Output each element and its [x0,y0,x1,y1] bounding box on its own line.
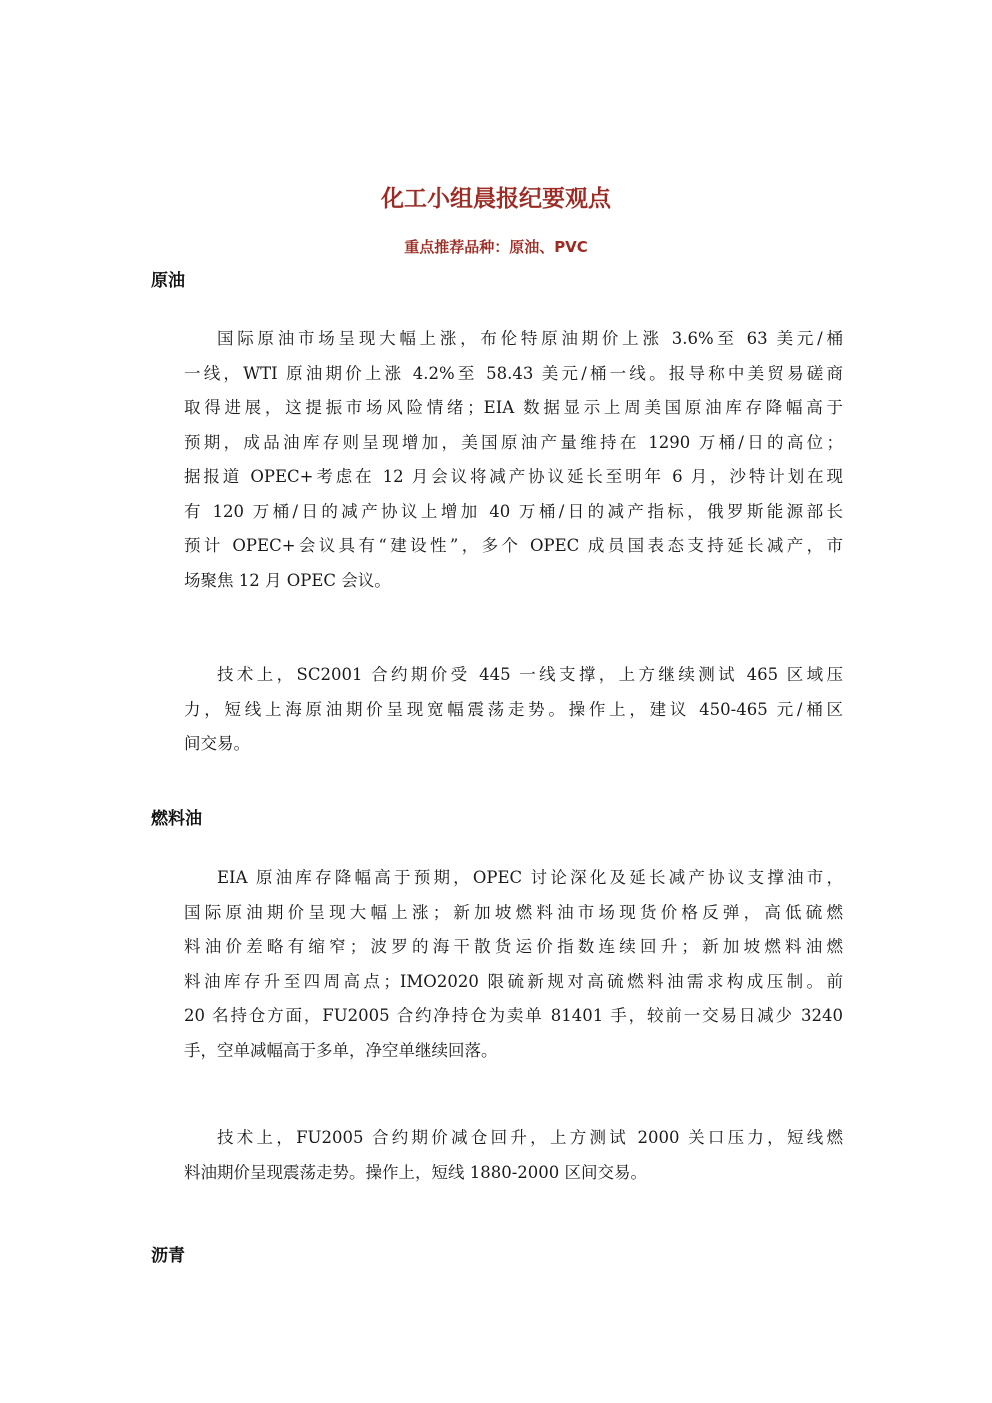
paragraph-line: 有 120 万桶/日的减产协议上增加 40 万桶/日的减产指标，俄罗斯能源部长 [184,501,843,521]
section-heading-asphalt: 沥青 [151,1246,185,1266]
document-subtitle: 重点推荐品种：原油、PVC [404,238,588,256]
paragraph-line: 力，短线上海原油期价呈现宽幅震荡走势。操作上，建议 450-465 元/桶区 [184,699,843,719]
paragraph-line: 国际原油市场呈现大幅上涨，布伦特原油期价上涨 3.6%至 63 美元/桶 [217,329,843,348]
paragraph-line: 场聚焦 12 月 OPEC 会议。 [184,570,391,590]
paragraph-crude-oil-technical [151,658,843,762]
paragraph-line: 取得进展，这提振市场风险情绪；EIA 数据显示上周美国原油库存降幅高于 [184,398,843,417]
paragraph-line: 国际原油期价呈现大幅上涨；新加坡燃料油市场现货价格反弹，高低硫燃 [184,902,843,922]
paragraph-line: 料油价差略有缩窄；波罗的海干散货运价指数连续回升；新加坡燃料油燃 [184,937,843,956]
paragraph-line: 间交易。 [184,734,250,753]
paragraph-crude-oil-market [151,322,843,598]
paragraph-line: EIA 原油库存降幅高于预期，OPEC 讨论深化及延长减产协议支撑油市， [217,868,843,887]
paragraph-line: 技术上，SC2001 合约期价受 445 一线支撑，上方继续测试 465 区域压 [217,665,843,684]
paragraph-line: 手，空单减幅高于多单，净空单继续回落。 [184,1040,498,1060]
paragraph-line: 据报道 OPEC+考虑在 12 月会议将减产协议延长至明年 6 月，沙特计划在现 [184,467,843,486]
paragraph-line: 料油库存升至四周高点；IMO2020 限硫新规对高硫燃料油需求构成压制。前 [184,971,843,991]
section-heading-crude-oil: 原油 [151,271,185,291]
paragraph-line: 料油期价呈现震荡走势。操作上，短线 1880-2000 区间交易。 [184,1162,648,1182]
paragraph-line: 一线，WTI 原油期价上涨 4.2%至 58.43 美元/桶一线。报导称中美贸易磋商 [184,363,843,383]
paragraph-fuel-oil-market [151,861,843,1068]
paragraph-line: 技术上，FU2005 合约期价减仓回升，上方测试 2000 关口压力，短线燃 [217,1128,843,1147]
section-heading-fuel-oil: 燃料油 [151,809,202,829]
document-title: 化工小组晨报纪要观点 [381,186,611,212]
paragraph-line: 预计 OPEC+会议具有“建设性”，多个 OPEC 成员国表态支持延长减产，市 [184,536,843,555]
paragraph-line: 预期，成品油库存则呈现增加，美国原油产量维持在 1290 万桶/日的高位； [184,432,843,452]
paragraph-line: 20 名持仓方面，FU2005 合约净持仓为卖单 81401 手，较前一交易日减少 3240 [184,1006,843,1025]
paragraph-fuel-oil-technical [151,1121,843,1190]
